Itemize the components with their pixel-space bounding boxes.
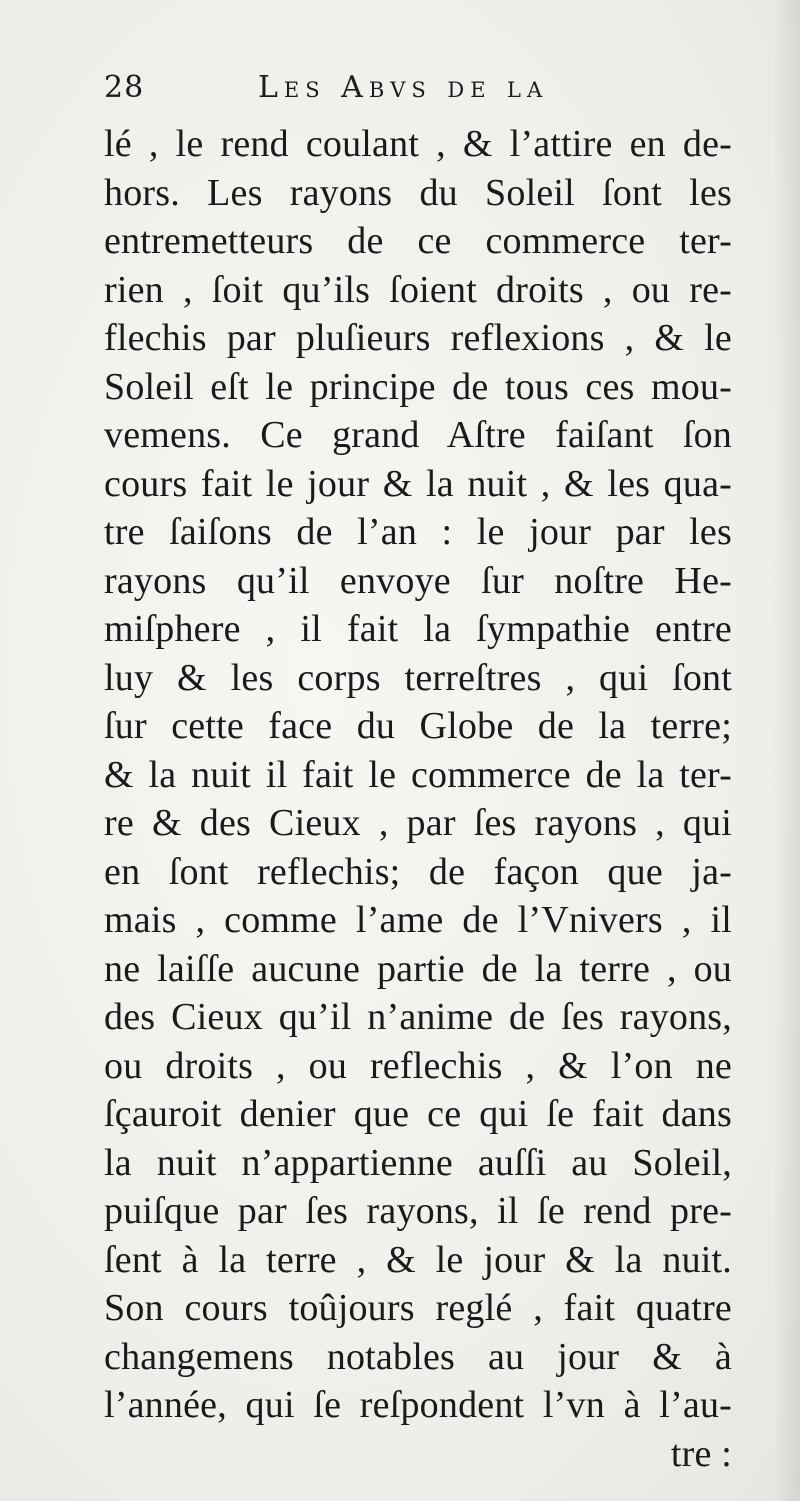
body-text	[104, 120, 732, 1478]
text-line: l’année, qui ſe reſpondent l’vn à l’au-	[104, 1384, 732, 1426]
text-line: la nuit n’appartienne auſſi au Soleil,	[104, 1141, 732, 1184]
text-line: Soleil eſt le principe de tous ces mou-	[104, 365, 732, 408]
page-number: 28	[104, 70, 145, 105]
text-line: rayons qu’il envoye ſur noſtre He-	[104, 559, 732, 602]
text-line: miſphere , il fait la ſympathie entre	[104, 608, 732, 650]
text-line: puiſque par ſes rayons, il ſe rend pre-	[104, 1190, 732, 1232]
text-line: Son cours toûjours reglé , fait quatre	[104, 1287, 732, 1329]
text-line: changemens notables au jour & à	[104, 1335, 732, 1378]
text-line: re & des Cieux , par ſes rayons , qui	[104, 802, 732, 844]
text-line: mais , comme l’ame de l’Vnivers , il	[104, 899, 732, 941]
text-line: en ſont reflechis; de façon que ja-	[104, 850, 732, 893]
text-line: ſent à la terre , & le jour & la nuit.	[104, 1238, 732, 1281]
text-line: flechis par pluſieurs reflexions , & le	[104, 317, 732, 359]
text-line: cours fait le jour & la nuit , & les qua-	[104, 462, 732, 505]
page-header	[104, 70, 704, 110]
text-line: des Cieux qu’il n’anime de ſes rayons,	[104, 996, 732, 1038]
text-line: lé , le rend coulant , & l’attire en de-	[104, 123, 732, 165]
text-line: ſçauroit denier que ce qui ſe fait dans	[104, 1093, 732, 1135]
text-line: tre ſaiſons de l’an : le jour par les	[104, 511, 732, 553]
text-line: ou droits , ou reflechis , & l’on ne	[104, 1044, 732, 1087]
text-line: luy & les corps terreſtres , qui ſont	[104, 656, 732, 699]
text-line: hors. Les rayons du Soleil ſont les	[104, 171, 732, 214]
running-title: Les Abvs de la	[258, 70, 549, 105]
text-line: vemens. Ce grand Aſtre faiſant ſon	[104, 414, 732, 456]
text-line: rien , ſoit qu’ils ſoient droits , ou re-	[104, 268, 732, 311]
text-line: & la nuit il fait le commerce de la ter-	[104, 753, 732, 796]
page-edge-shadow	[772, 0, 800, 1501]
text-line-last: tre :	[670, 1432, 732, 1475]
text-line: ſur cette face du Globe de la terre;	[104, 705, 732, 747]
text-line: entremetteurs de ce commerce ter-	[104, 220, 732, 262]
text-line: ne laiſſe aucune partie de la terre , ou	[104, 947, 732, 990]
